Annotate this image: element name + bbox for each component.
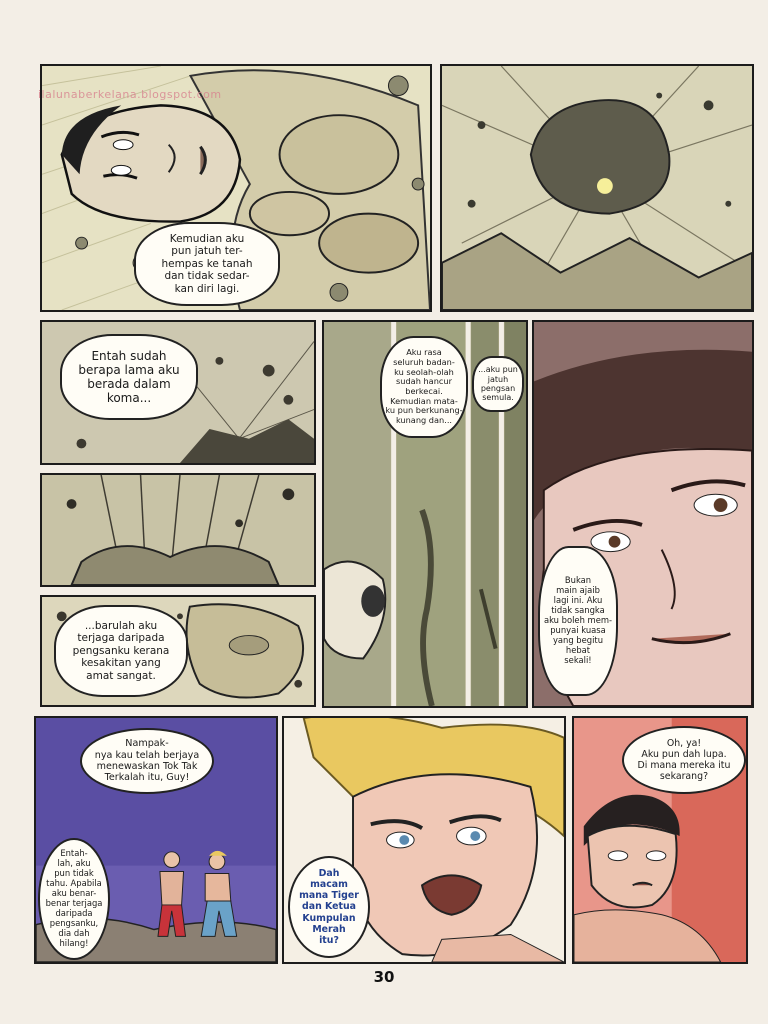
page-number: 30 (373, 968, 395, 986)
caption-text-2: ...aku pun jatuh pengsan semula. (478, 365, 518, 403)
speech-text: Oh, ya! Aku pun dah lupa. Di mana mereka itu sekarang? (637, 737, 731, 783)
panel-9-blond-fighter (282, 716, 566, 964)
panel-7-closeup-face (532, 320, 754, 708)
debris-art (42, 475, 314, 585)
panel-6-collapse (322, 320, 528, 708)
caption-bubble (380, 336, 468, 438)
caption-bubble (60, 334, 198, 420)
caption-bubble-2 (472, 356, 524, 412)
speech-text: Dah macam mana Tiger dan Ketua Kumpulan Merah itu? (299, 868, 359, 946)
panel-2-explosion (440, 64, 754, 312)
caption-bubble (538, 546, 618, 696)
watermark: ilalunaberkelana.blogspot.com (38, 88, 222, 101)
caption-bubble (54, 605, 188, 697)
panel-1-fallen-hero (40, 64, 432, 312)
caption-text: Aku rasa seluruh badan- ku seolah-olah sudah hancur berkecai. Kemudian mata- ku pun berkunang- kunang dan... (385, 347, 463, 426)
caption-text: Entah sudah berapa lama aku berada dalam koma... (78, 348, 180, 406)
caption-text: Kemudian aku pun jatuh ter- hempas ke tanah dan tidak sedar- kan diri lagi. (161, 233, 253, 295)
panel-3-coma (40, 320, 316, 465)
caption-text: ...barulah aku terjaga daripada pengsanku kerana kesakitan yang amat sangat. (72, 620, 170, 682)
speech-bubble (622, 726, 746, 794)
panel-5-awakening (40, 595, 316, 707)
explosion-art (442, 66, 752, 310)
speech-bubble (288, 856, 370, 958)
caption-text: Bukan main ajaib lagi ini. Aku tidak sangka aku boleh mem- punyai kuasa yang begitu hebat sekali! (543, 575, 613, 665)
caption-bubble (134, 222, 280, 306)
panel-8-two-fighters (34, 716, 278, 964)
speech-text: Nampak- nya kau telah berjaya menewaskan Tok Tak Terkalah itu, Guy! (94, 738, 200, 784)
speech-bubble-1 (80, 728, 214, 794)
speech-bubble-2 (38, 838, 110, 960)
panel-4-debris (40, 473, 316, 587)
panel-10-dark-haired-fighter (572, 716, 748, 964)
speech-text: Entah- lah, aku pun tidak tahu. Apabila aku benar- benar terjaga daripada pengsanku, dia dah hilang! (45, 848, 103, 948)
